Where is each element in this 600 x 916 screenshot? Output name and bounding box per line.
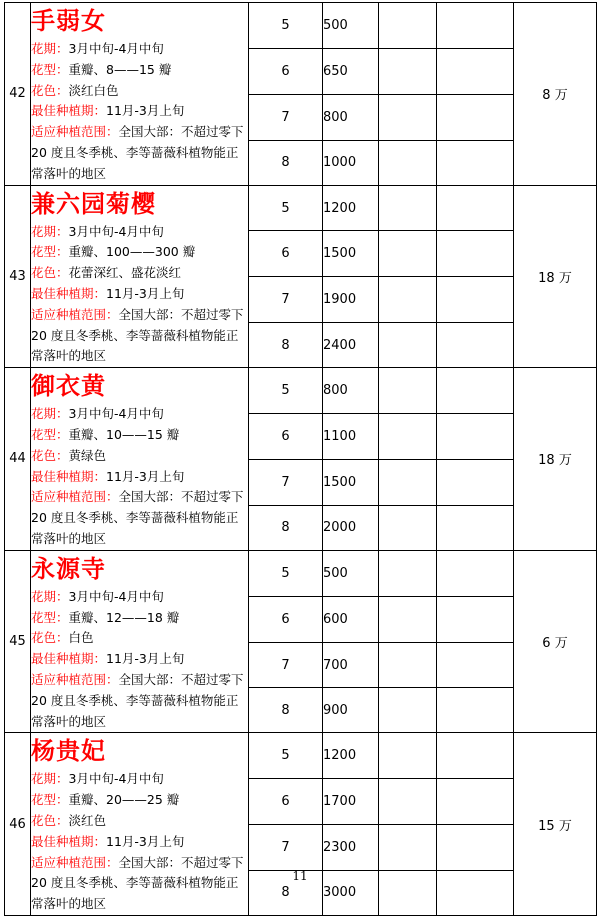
empty-cell	[379, 733, 437, 779]
color-label: 花色：	[31, 265, 69, 281]
empty-cell	[437, 323, 514, 368]
color-value: 淡红白色	[68, 82, 119, 98]
size-cell: 6	[249, 779, 323, 825]
flower-color	[31, 628, 248, 649]
size-cell: 8	[249, 688, 323, 733]
range-label: 适应种植范围：	[31, 671, 119, 687]
planting-range	[31, 670, 248, 732]
range-value: 全国大部：不超过零下 20 度且冬季桃、李等蔷薇科植物能正常落叶的地区	[31, 124, 244, 181]
bloom-value: 3月中旬-4月中旬	[68, 406, 164, 422]
empty-cell	[437, 48, 514, 94]
range-value: 全国大部：不超过零下 20 度且冬季桃、李等蔷薇科植物能正常落叶的地区	[31, 306, 244, 364]
stock-quantity: 6 万	[514, 550, 597, 733]
price-cell: 650	[323, 48, 379, 94]
size-cell: 6	[249, 596, 323, 642]
empty-cell	[379, 505, 437, 550]
color-value: 淡红色	[68, 812, 107, 828]
empty-cell	[437, 825, 514, 871]
price-cell: 900	[323, 688, 379, 733]
row-number: 43	[5, 185, 31, 368]
size-cell: 7	[249, 825, 323, 871]
empty-cell	[437, 277, 514, 323]
planting-range	[31, 853, 248, 915]
size-cell: 8	[249, 505, 323, 550]
price-cell: 2300	[323, 825, 379, 871]
table-row	[5, 368, 597, 414]
size-cell: 8	[249, 323, 323, 368]
bloom-value: 3月中旬-4月中旬	[68, 41, 164, 56]
bloom-label: 花期：	[31, 223, 69, 239]
range-value: 全国大部：不超过零下 20 度且冬季桃、李等蔷薇科植物能正常落叶的地区	[31, 671, 244, 729]
empty-cell	[379, 596, 437, 642]
price-cell: 1700	[323, 779, 379, 825]
page-number: 11	[292, 869, 308, 883]
range-label: 适应种植范围：	[31, 306, 119, 322]
bloom-period	[31, 587, 248, 608]
form-label: 花型：	[31, 792, 69, 808]
color-label: 花色：	[31, 812, 69, 828]
form-value: 重瓣、100——300 瓣	[68, 244, 196, 260]
empty-cell	[379, 48, 437, 94]
planting-label: 最佳种植期：	[31, 833, 107, 849]
empty-cell	[437, 550, 514, 596]
variety-description	[31, 733, 249, 916]
bloom-value: 3月中旬-4月中旬	[68, 223, 164, 239]
row-number: 46	[5, 733, 31, 916]
range-label: 适应种植范围：	[31, 124, 119, 140]
bloom-period	[31, 222, 248, 243]
variety-name: 永源寺	[31, 554, 106, 583]
form-value: 重瓣、12——18 瓣	[68, 609, 180, 625]
row-number: 45	[5, 550, 31, 733]
size-cell: 8	[249, 871, 323, 916]
empty-cell	[379, 277, 437, 323]
planting-period	[31, 467, 248, 488]
empty-cell	[437, 414, 514, 460]
empty-cell	[379, 368, 437, 414]
flower-color	[31, 446, 248, 467]
empty-cell	[437, 94, 514, 140]
form-label: 花型：	[31, 61, 69, 77]
form-value: 重瓣、10——15 瓣	[68, 426, 180, 442]
row-number: 44	[5, 368, 31, 551]
empty-cell	[379, 3, 437, 49]
empty-cell	[437, 459, 514, 505]
planting-value: 11月-3月上旬	[106, 651, 185, 667]
form-value: 重瓣、8——15 瓣	[68, 61, 172, 77]
planting-value: 11月-3月上旬	[106, 833, 185, 849]
size-cell: 7	[249, 459, 323, 505]
table-row	[5, 185, 597, 231]
color-value: 黄绿色	[68, 447, 107, 463]
range-value: 全国大部：不超过零下 20 度且冬季桃、李等蔷薇科植物能正常落叶的地区	[31, 854, 244, 912]
table-row	[5, 3, 597, 49]
size-cell: 6	[249, 231, 323, 277]
empty-cell	[379, 185, 437, 231]
size-cell: 7	[249, 642, 323, 688]
empty-cell	[379, 550, 437, 596]
variety-description	[31, 550, 249, 733]
stock-quantity: 18 万	[514, 185, 597, 368]
bloom-label: 花期：	[31, 406, 69, 422]
color-label: 花色：	[31, 630, 69, 646]
color-label: 花色：	[31, 82, 69, 98]
price-cell: 1500	[323, 459, 379, 505]
empty-cell	[379, 414, 437, 460]
empty-cell	[437, 3, 514, 49]
size-cell: 6	[249, 414, 323, 460]
empty-cell	[437, 231, 514, 277]
size-cell: 5	[249, 3, 323, 49]
planting-range	[31, 122, 248, 184]
empty-cell	[437, 688, 514, 733]
flower-color	[31, 263, 248, 284]
form-value: 重瓣、20——25 瓣	[68, 792, 180, 808]
row-number: 42	[5, 3, 31, 186]
size-cell: 5	[249, 368, 323, 414]
planting-range	[31, 305, 248, 367]
price-cell: 1900	[323, 277, 379, 323]
empty-cell	[379, 94, 437, 140]
empty-cell	[437, 185, 514, 231]
range-label: 适应种植范围：	[31, 489, 119, 505]
planting-period	[31, 832, 248, 853]
color-value: 花蕾深红、盛花淡红	[68, 265, 182, 281]
price-cell: 1200	[323, 733, 379, 779]
empty-cell	[437, 779, 514, 825]
empty-cell	[379, 642, 437, 688]
variety-name: 杨贵妃	[31, 737, 106, 766]
planting-label: 最佳种植期：	[31, 285, 107, 301]
empty-cell	[437, 140, 514, 185]
price-cell: 800	[323, 368, 379, 414]
planting-label: 最佳种植期：	[31, 468, 107, 484]
variety-name: 手弱女	[31, 7, 106, 35]
empty-cell	[437, 368, 514, 414]
bloom-value: 3月中旬-4月中旬	[68, 588, 164, 604]
planting-period	[31, 649, 248, 670]
range-label: 适应种植范围：	[31, 854, 119, 870]
planting-label: 最佳种植期：	[31, 103, 107, 119]
planting-label: 最佳种植期：	[31, 651, 107, 667]
price-cell: 1200	[323, 185, 379, 231]
bloom-period	[31, 769, 248, 790]
variety-description	[31, 185, 249, 368]
range-value: 全国大部：不超过零下 20 度且冬季桃、李等蔷薇科植物能正常落叶的地区	[31, 489, 244, 546]
flower-color	[31, 81, 248, 102]
empty-cell	[379, 231, 437, 277]
empty-cell	[437, 733, 514, 779]
price-cell: 500	[323, 3, 379, 49]
bloom-label: 花期：	[31, 41, 69, 56]
price-cell: 1000	[323, 140, 379, 185]
empty-cell	[437, 642, 514, 688]
flower-form	[31, 608, 248, 629]
price-cell: 1100	[323, 414, 379, 460]
size-cell: 5	[249, 733, 323, 779]
size-cell: 5	[249, 185, 323, 231]
flower-form	[31, 790, 248, 811]
price-cell: 500	[323, 550, 379, 596]
empty-cell	[379, 459, 437, 505]
color-label: 花色：	[31, 447, 69, 463]
bloom-value: 3月中旬-4月中旬	[68, 771, 164, 787]
empty-cell	[437, 505, 514, 550]
price-cell: 800	[323, 94, 379, 140]
bloom-period	[31, 404, 248, 425]
table-row	[5, 550, 597, 596]
catalog-table	[4, 2, 597, 916]
empty-cell	[437, 596, 514, 642]
size-cell: 7	[249, 277, 323, 323]
planting-period	[31, 101, 248, 122]
size-cell: 6	[249, 48, 323, 94]
price-cell: 600	[323, 596, 379, 642]
bloom-label: 花期：	[31, 588, 69, 604]
variety-name: 兼六园菊樱	[31, 189, 156, 218]
bloom-label: 花期：	[31, 771, 69, 787]
price-cell: 2000	[323, 505, 379, 550]
empty-cell	[379, 323, 437, 368]
empty-cell	[379, 779, 437, 825]
planting-value: 11月-3月上旬	[106, 285, 185, 301]
price-cell: 3000	[323, 871, 379, 916]
size-cell: 7	[249, 94, 323, 140]
empty-cell	[379, 688, 437, 733]
form-label: 花型：	[31, 609, 69, 625]
table-row	[5, 733, 597, 779]
size-cell: 8	[249, 140, 323, 185]
form-label: 花型：	[31, 426, 69, 442]
empty-cell	[379, 140, 437, 185]
variety-description	[31, 3, 249, 186]
price-cell: 1500	[323, 231, 379, 277]
planting-value: 11月-3月上旬	[106, 468, 185, 484]
planting-range	[31, 487, 248, 549]
flower-form	[31, 60, 248, 81]
stock-quantity: 18 万	[514, 368, 597, 551]
price-cell: 2400	[323, 323, 379, 368]
form-label: 花型：	[31, 244, 69, 260]
stock-quantity: 15 万	[514, 733, 597, 916]
variety-name: 御衣黄	[31, 372, 106, 401]
catalog-body	[5, 3, 597, 916]
size-cell: 5	[249, 550, 323, 596]
bloom-period	[31, 39, 248, 60]
color-value: 白色	[68, 630, 94, 646]
planting-value: 11月-3月上旬	[106, 103, 185, 119]
variety-description	[31, 368, 249, 551]
flower-form	[31, 242, 248, 263]
stock-quantity: 8 万	[514, 3, 597, 186]
price-cell: 700	[323, 642, 379, 688]
empty-cell	[379, 825, 437, 871]
flower-color	[31, 811, 248, 832]
flower-form	[31, 425, 248, 446]
planting-period	[31, 284, 248, 305]
